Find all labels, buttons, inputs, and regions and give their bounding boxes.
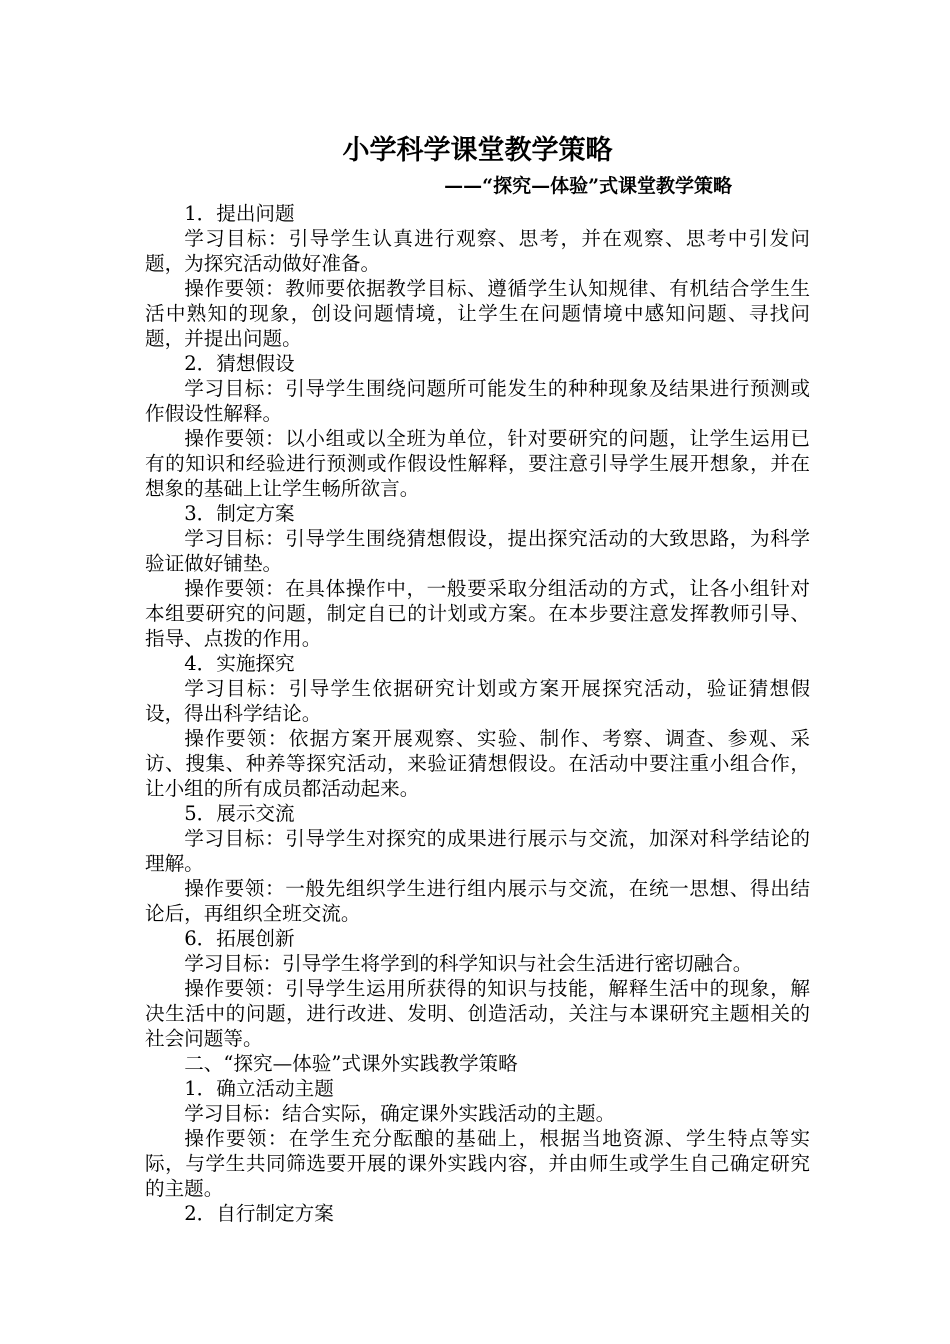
heading-2: 2．自行制定方案	[184, 1202, 334, 1225]
paragraph: 操作要领：在学生充分酝酿的基础上，根据当地资源、学生特点等实际，与学生共同筛选要开展的课外实践内容，并由师生或学生自己确定研究的主题。	[145, 1127, 810, 1200]
heading-5: 5．展示交流	[184, 802, 295, 825]
paragraph: 操作要领：在具体操作中，一般要采取分组活动的方式，让各小组针对本组要研究的问题，制定自已的计划或方案。在本步要注意发挥教师引导、指导、点拨的作用。	[145, 577, 810, 650]
paragraph: 操作要领：以小组或以全班为单位，针对要研究的问题，让学生运用已有的知识和经验进行预测或作假设性解释，要注意引导学生展开想象，并在想象的基础上让学生畅所欲言。	[145, 427, 810, 500]
heading-2: 2．猜想假设	[184, 352, 295, 375]
paragraph: 操作要领：教师要依据教学目标、遵循学生认知规律、有机结合学生生活中熟知的现象，创设问题情境，让学生在问题情境中感知问题、寻找问题，并提出问题。	[145, 277, 810, 350]
paragraph: 学习目标：引导学生围绕猜想假设，提出探究活动的大致思路，为科学验证做好铺垫。	[145, 527, 810, 575]
paragraph: 学习目标：引导学生围绕问题所可能发生的种种现象及结果进行预测或作假设性解释。	[145, 377, 810, 425]
section-heading: 二、“探究—体验”式课外实践教学策略	[184, 1052, 518, 1075]
document-subtitle: ——“探究—体验”式课堂教学策略	[444, 175, 732, 197]
heading-1: 1．确立活动主题	[184, 1077, 334, 1100]
paragraph: 操作要领：引导学生运用所获得的知识与技能，解释生活中的现象，解决生活中的问题，进行改进、发明、创造活动，关注与本课研究主题相关的社会问题等。	[145, 977, 810, 1050]
heading-6: 6．拓展创新	[184, 927, 295, 950]
paragraph: 学习目标：引导学生认真进行观察、思考，并在观察、思考中引发问题，为探究活动做好准备。	[145, 227, 810, 275]
document-title: 小学科学课堂教学策略	[342, 135, 613, 166]
paragraph: 学习目标：引导学生对探究的成果进行展示与交流，加深对科学结论的理解。	[145, 827, 810, 875]
paragraph: 学习目标：结合实际，确定课外实践活动的主题。	[184, 1102, 616, 1125]
heading-3: 3．制定方案	[184, 502, 295, 525]
heading-4: 4．实施探究	[184, 652, 295, 675]
heading-1: 1．提出问题	[184, 202, 295, 225]
paragraph: 学习目标：引导学生依据研究计划或方案开展探究活动，验证猜想假设，得出科学结论。	[145, 677, 810, 725]
paragraph: 学习目标：引导学生将学到的科学知识与社会生活进行密切融合。	[184, 952, 753, 975]
paragraph: 操作要领：依据方案开展观察、实验、制作、考察、调查、参观、采访、搜集、种养等探究活动，来验证猜想假设。在活动中要注重小组合作，让小组的所有成员都活动起来。	[145, 727, 810, 800]
paragraph: 操作要领：一般先组织学生进行组内展示与交流，在统一思想、得出结论后，再组织全班交流。	[145, 877, 810, 925]
document-body	[145, 131, 810, 1226]
